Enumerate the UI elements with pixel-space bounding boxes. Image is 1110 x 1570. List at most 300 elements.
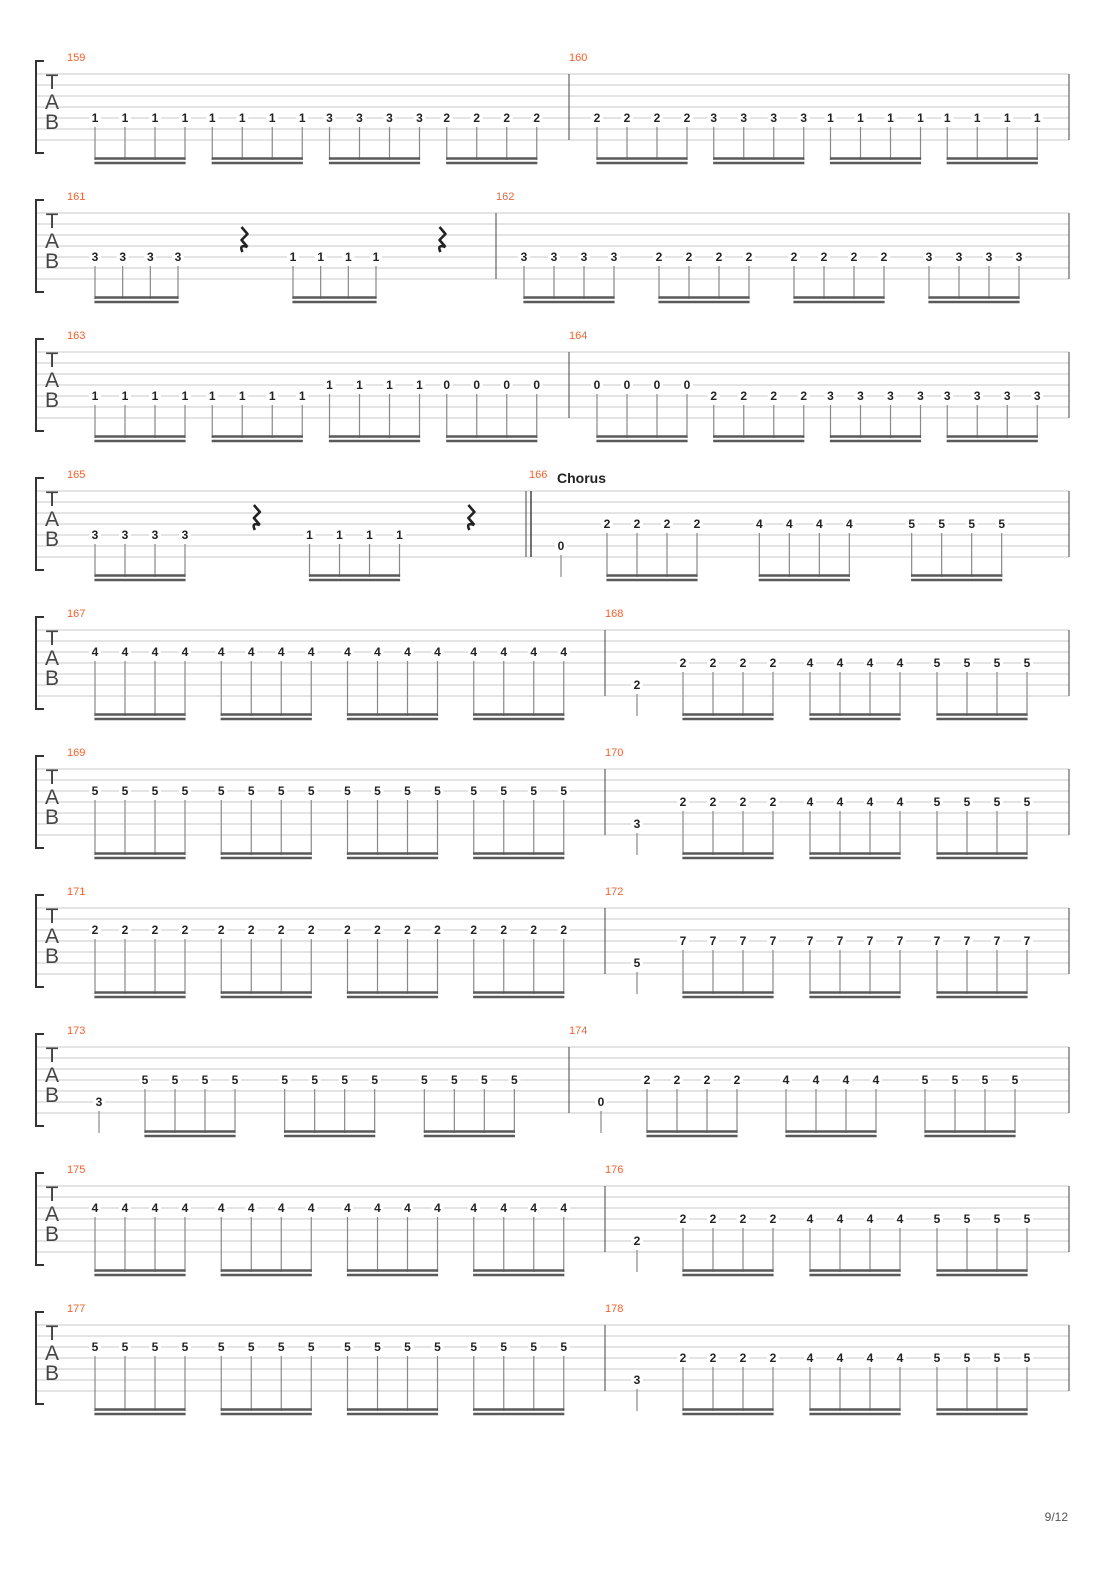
fret-number: 2: [503, 111, 511, 125]
tab-clef-letter: T: [45, 1183, 59, 1206]
fret-number: 2: [560, 923, 568, 937]
fret-number: 2: [715, 250, 723, 264]
beam-group: [931, 656, 1033, 719]
fret-number: 5: [480, 1073, 488, 1087]
beam-group: [941, 111, 1043, 163]
fret-number: 1: [1003, 111, 1011, 125]
fret-number: 5: [470, 1340, 478, 1354]
fret-number: 3: [943, 389, 951, 403]
fret-number: 4: [806, 1212, 814, 1226]
fret-number: 5: [933, 1212, 941, 1226]
tab-clef-letter: T: [45, 71, 59, 94]
fret-number: 1: [121, 389, 129, 403]
fret-number: 0: [597, 1095, 605, 1109]
fret-number: 4: [842, 1073, 850, 1087]
bar-number: 159: [67, 52, 86, 64]
beam-group: [780, 1073, 882, 1136]
fret-number: 5: [217, 1340, 225, 1354]
beam-group: [342, 1340, 444, 1414]
fret-number: 4: [896, 656, 904, 670]
tab-clef-letter: T: [45, 210, 59, 233]
beam-group: [89, 923, 191, 997]
fret-number: 5: [371, 1073, 379, 1087]
fret-number: 1: [372, 250, 380, 264]
fret-number: 5: [374, 784, 381, 798]
beam-group: [804, 656, 906, 719]
fret-number: 5: [141, 1073, 149, 1087]
beam-group: [89, 1201, 191, 1275]
fret-number: 4: [836, 1212, 844, 1226]
bar-number: 176: [605, 1164, 624, 1176]
fret-number: 2: [693, 517, 701, 531]
fret-number: 7: [709, 934, 717, 948]
tab-system: [36, 886, 1069, 997]
beam-group: [804, 795, 906, 858]
beam-group: [215, 1201, 317, 1275]
tab-clef-letter: T: [45, 905, 59, 928]
fret-number: 3: [1003, 389, 1011, 403]
fret-number: 5: [281, 1073, 289, 1087]
single-note-group: [631, 678, 643, 716]
fret-number: 3: [827, 389, 834, 403]
fret-number: 3: [955, 250, 963, 264]
fret-number: 5: [420, 1073, 428, 1087]
bar-number: 163: [67, 330, 86, 342]
fret-number: 2: [769, 795, 777, 809]
fret-number: 5: [341, 1073, 349, 1087]
beam-group: [653, 250, 755, 302]
fret-number: 3: [91, 528, 99, 542]
beam-group: [89, 1340, 191, 1414]
fret-number: 4: [530, 1201, 538, 1215]
fret-number: 1: [181, 111, 189, 125]
fret-number: 1: [268, 111, 276, 125]
fret-number: 5: [921, 1073, 929, 1087]
fret-number: 5: [933, 795, 941, 809]
fret-number: 5: [1023, 656, 1031, 670]
fret-number: 4: [307, 645, 315, 659]
fret-number: 4: [806, 656, 814, 670]
fret-number: 1: [356, 378, 363, 392]
tab-system: [36, 191, 1069, 302]
fret-number: 2: [739, 1212, 747, 1226]
fret-number: 1: [344, 250, 352, 264]
fret-number: 4: [181, 1201, 189, 1215]
fret-number: 1: [151, 111, 159, 125]
beam-group: [931, 934, 1033, 997]
fret-number: 5: [1023, 1351, 1031, 1365]
fret-number: 4: [836, 1351, 844, 1365]
fret-number: 3: [1033, 389, 1041, 403]
single-note-group: [631, 956, 643, 994]
bar-number: 167: [67, 608, 86, 620]
fret-number: 2: [653, 111, 661, 125]
bar-number: 174: [569, 1025, 588, 1037]
tab-clef-letter: B: [44, 250, 60, 273]
fret-number: 2: [769, 656, 777, 670]
beam-group: [906, 517, 1008, 580]
beam-group: [324, 111, 426, 163]
fret-number: 2: [709, 1212, 717, 1226]
beam-group: [677, 934, 779, 997]
fret-number: 1: [416, 378, 423, 392]
fret-number: 4: [344, 1201, 351, 1215]
fret-number: 4: [560, 645, 568, 659]
tab-clef-letter: T: [45, 1044, 59, 1067]
fret-number: 2: [790, 250, 798, 264]
beam-group: [279, 1073, 381, 1136]
single-note-group: [555, 539, 567, 577]
fret-number: 5: [277, 1340, 285, 1354]
tab-clef-letter: B: [44, 806, 60, 829]
beam-group: [804, 1212, 906, 1275]
fret-number: 1: [306, 528, 313, 542]
fret-number: 2: [500, 923, 508, 937]
tab-clef-letter: B: [44, 389, 60, 412]
tab-system: [36, 1303, 1069, 1414]
fret-number: 5: [981, 1073, 989, 1087]
fret-number: 3: [151, 528, 159, 542]
beam-group: [139, 1073, 241, 1136]
tab-clef-letter: B: [44, 1362, 60, 1385]
fret-number: 2: [770, 389, 778, 403]
fret-number: 4: [815, 517, 823, 531]
fret-number: 5: [968, 517, 976, 531]
fret-number: 5: [560, 1340, 568, 1354]
beam-group: [708, 111, 810, 163]
fret-number: 3: [181, 528, 189, 542]
fret-number: 4: [530, 645, 538, 659]
beam-group: [324, 378, 426, 441]
fret-number: 5: [938, 517, 946, 531]
fret-number: 2: [151, 923, 159, 937]
tab-clef-letter: A: [44, 91, 60, 114]
tab-clef-letter: A: [44, 925, 60, 948]
fret-number: 2: [247, 923, 255, 937]
fret-number: 7: [933, 934, 941, 948]
fret-number: 0: [473, 378, 481, 392]
fret-number: 1: [208, 111, 216, 125]
fret-number: 2: [679, 656, 687, 670]
fret-number: 5: [311, 1073, 319, 1087]
fret-number: 5: [247, 1340, 255, 1354]
tab-clef-letter: T: [45, 349, 59, 372]
single-note-group: [631, 817, 643, 855]
fret-number: 4: [845, 517, 853, 531]
tab-clef-letter: A: [44, 647, 60, 670]
fret-number: 4: [434, 645, 441, 659]
fret-number: 7: [679, 934, 687, 948]
tab-clef-letter: B: [44, 528, 60, 551]
fret-number: 2: [121, 923, 129, 937]
fret-number: 3: [1015, 250, 1023, 264]
fret-number: 5: [510, 1073, 518, 1087]
fret-number: 5: [530, 1340, 538, 1354]
quarter-rest-icon: [254, 505, 260, 530]
fret-number: 5: [217, 784, 225, 798]
fret-number: 2: [603, 517, 611, 531]
fret-number: 4: [404, 645, 411, 659]
beam-group: [441, 378, 543, 441]
tab-system: [36, 1164, 1069, 1275]
tab-clef-letter: A: [44, 508, 60, 531]
beam-group: [825, 389, 927, 441]
fret-number: 3: [386, 111, 393, 125]
single-note-group: [631, 1373, 643, 1411]
fret-number: 5: [201, 1073, 209, 1087]
fret-number: 0: [503, 378, 511, 392]
fret-number: 3: [91, 250, 99, 264]
fret-number: 1: [366, 528, 373, 542]
fret-number: 3: [710, 111, 718, 125]
fret-number: 5: [993, 1351, 1001, 1365]
beam-group: [215, 923, 317, 997]
fret-number: 1: [268, 389, 276, 403]
fret-number: 7: [896, 934, 904, 948]
fret-number: 3: [580, 250, 588, 264]
beam-group: [788, 250, 890, 302]
fret-number: 3: [770, 111, 778, 125]
section-label-chorus: Chorus: [557, 470, 606, 486]
beam-group: [804, 934, 906, 997]
fret-number: 4: [470, 645, 478, 659]
fret-number: 4: [806, 1351, 814, 1365]
fret-number: 3: [633, 817, 641, 831]
bar-number: 166: [529, 469, 548, 481]
beam-group: [89, 111, 191, 163]
fret-number: 5: [404, 1340, 411, 1354]
fret-number: 4: [151, 1201, 159, 1215]
fret-number: 5: [247, 784, 255, 798]
fret-number: 4: [434, 1201, 441, 1215]
fret-number: 4: [500, 645, 508, 659]
rest-group: [241, 227, 247, 252]
fret-number: 2: [663, 517, 671, 531]
fret-number: 2: [404, 923, 411, 937]
fret-number: 2: [745, 250, 753, 264]
fret-number: 5: [963, 795, 971, 809]
fret-number: 2: [623, 111, 631, 125]
fret-number: 4: [785, 517, 793, 531]
fret-number: 2: [473, 111, 481, 125]
fret-number: 5: [450, 1073, 458, 1087]
fret-number: 5: [344, 784, 351, 798]
beam-group: [677, 1212, 779, 1275]
fret-number: 7: [739, 934, 747, 948]
fret-number: 5: [344, 1340, 351, 1354]
fret-number: 1: [91, 111, 99, 125]
tab-system: [36, 330, 1069, 441]
tab-clef-letter: A: [44, 230, 60, 253]
beam-group: [601, 517, 703, 580]
fret-number: 4: [896, 795, 904, 809]
rest-group: [254, 505, 260, 530]
fret-number: 1: [208, 389, 216, 403]
fret-number: 3: [119, 250, 127, 264]
bar-number: 161: [67, 191, 86, 203]
beam-group: [641, 1073, 743, 1136]
fret-number: 2: [679, 1212, 687, 1226]
rest-group: [439, 227, 445, 252]
fret-number: 3: [95, 1095, 103, 1109]
fret-number: 1: [887, 111, 894, 125]
tab-clef-letter: B: [44, 1223, 60, 1246]
beam-group: [804, 1351, 906, 1414]
fret-number: 5: [998, 517, 1006, 531]
bar-number: 168: [605, 608, 624, 620]
beam-group: [468, 1340, 570, 1414]
fret-number: 2: [709, 656, 717, 670]
beam-group: [89, 250, 184, 302]
beam-group: [89, 389, 191, 441]
tab-clef-letter: A: [44, 1064, 60, 1087]
fret-number: 2: [593, 111, 601, 125]
fret-number: 4: [404, 1201, 411, 1215]
fret-number: 0: [623, 378, 631, 392]
fret-number: 3: [887, 389, 894, 403]
fret-number: 1: [857, 111, 864, 125]
beam-group: [923, 250, 1025, 302]
single-note-group: [93, 1095, 105, 1133]
fret-number: 5: [993, 795, 1001, 809]
fret-number: 4: [121, 1201, 129, 1215]
fret-number: 7: [769, 934, 777, 948]
fret-number: 3: [146, 250, 154, 264]
fret-number: 5: [307, 784, 315, 798]
quarter-rest-icon: [241, 227, 247, 252]
fret-number: 4: [866, 1351, 874, 1365]
fret-number: 2: [709, 795, 717, 809]
beam-group: [304, 528, 406, 580]
fret-number: 2: [880, 250, 888, 264]
bar-number: 178: [605, 1303, 624, 1315]
bar-number: 160: [569, 52, 588, 64]
fret-number: 2: [633, 1234, 641, 1248]
beam-group: [825, 111, 927, 163]
fret-number: 1: [336, 528, 343, 542]
fret-number: 2: [434, 923, 441, 937]
fret-number: 3: [356, 111, 363, 125]
tab-clef-letter: B: [44, 945, 60, 968]
fret-number: 4: [374, 645, 381, 659]
tab-system: [36, 1025, 1069, 1136]
fret-number: 2: [683, 111, 691, 125]
bar-number: 162: [496, 191, 515, 203]
beam-group: [468, 784, 570, 858]
fret-number: 4: [374, 1201, 381, 1215]
fret-number: 0: [593, 378, 601, 392]
beam-group: [342, 784, 444, 858]
fret-number: 3: [550, 250, 558, 264]
fret-number: 2: [470, 923, 478, 937]
tab-clef-letter: T: [45, 1322, 59, 1345]
tab-clef-letter: B: [44, 667, 60, 690]
beam-group: [591, 111, 693, 163]
bar-number: 164: [569, 330, 588, 342]
fret-number: 5: [231, 1073, 239, 1087]
fret-number: 2: [850, 250, 858, 264]
beam-group: [215, 1340, 317, 1414]
beam-group: [206, 111, 308, 163]
beam-group: [941, 389, 1043, 441]
fret-number: 4: [866, 656, 874, 670]
beam-group: [215, 784, 317, 858]
fret-number: 2: [820, 250, 828, 264]
tab-clef-letter: A: [44, 786, 60, 809]
fret-number: 1: [298, 111, 306, 125]
fret-number: 2: [800, 389, 808, 403]
beam-group: [342, 923, 444, 997]
fret-number: 5: [633, 956, 641, 970]
beam-group: [206, 389, 308, 441]
fret-number: 2: [733, 1073, 741, 1087]
bar-number: 171: [67, 886, 86, 898]
fret-number: 5: [121, 784, 129, 798]
beam-group: [919, 1073, 1021, 1136]
fret-number: 4: [307, 1201, 315, 1215]
fret-number: 7: [1023, 934, 1031, 948]
fret-number: 0: [683, 378, 691, 392]
fret-number: 2: [673, 1073, 681, 1087]
quarter-rest-icon: [468, 505, 474, 530]
beam-group: [931, 1351, 1033, 1414]
beam-group: [441, 111, 543, 163]
fret-number: 4: [121, 645, 129, 659]
fret-number: 4: [836, 656, 844, 670]
tab-clef-letter: T: [45, 766, 59, 789]
beam-group: [89, 784, 191, 858]
bar-number: 170: [605, 747, 624, 759]
fret-number: 4: [247, 645, 255, 659]
fret-number: 4: [277, 645, 285, 659]
bar-number: 172: [605, 886, 624, 898]
fret-number: 5: [908, 517, 916, 531]
fret-number: 4: [812, 1073, 820, 1087]
fret-number: 4: [866, 795, 874, 809]
fret-number: 2: [740, 389, 748, 403]
fret-number: 2: [344, 923, 351, 937]
fret-number: 4: [91, 1201, 99, 1215]
fret-number: 1: [298, 389, 306, 403]
bar-number: 173: [67, 1025, 86, 1037]
fret-number: 5: [933, 656, 941, 670]
fret-number: 4: [500, 1201, 508, 1215]
tab-clef-letter: T: [45, 488, 59, 511]
fret-number: 2: [533, 111, 541, 125]
fret-number: 4: [91, 645, 99, 659]
fret-number: 4: [151, 645, 159, 659]
fret-number: 1: [386, 378, 393, 392]
fret-number: 4: [277, 1201, 285, 1215]
fret-number: 5: [181, 784, 189, 798]
fret-number: 2: [709, 1351, 717, 1365]
fret-number: 2: [679, 1351, 687, 1365]
fret-number: 2: [633, 517, 641, 531]
fret-number: 5: [434, 1340, 441, 1354]
fret-number: 3: [800, 111, 808, 125]
fret-number: 5: [91, 784, 99, 798]
fret-number: 3: [610, 250, 618, 264]
beam-group: [677, 1351, 779, 1414]
beam-group: [89, 528, 191, 580]
fret-number: 5: [307, 1340, 315, 1354]
fret-number: 5: [1011, 1073, 1019, 1087]
fret-number: 1: [396, 528, 403, 542]
fret-number: 4: [872, 1073, 880, 1087]
tab-system: [36, 608, 1069, 719]
fret-number: 5: [470, 784, 478, 798]
fret-number: 4: [247, 1201, 255, 1215]
